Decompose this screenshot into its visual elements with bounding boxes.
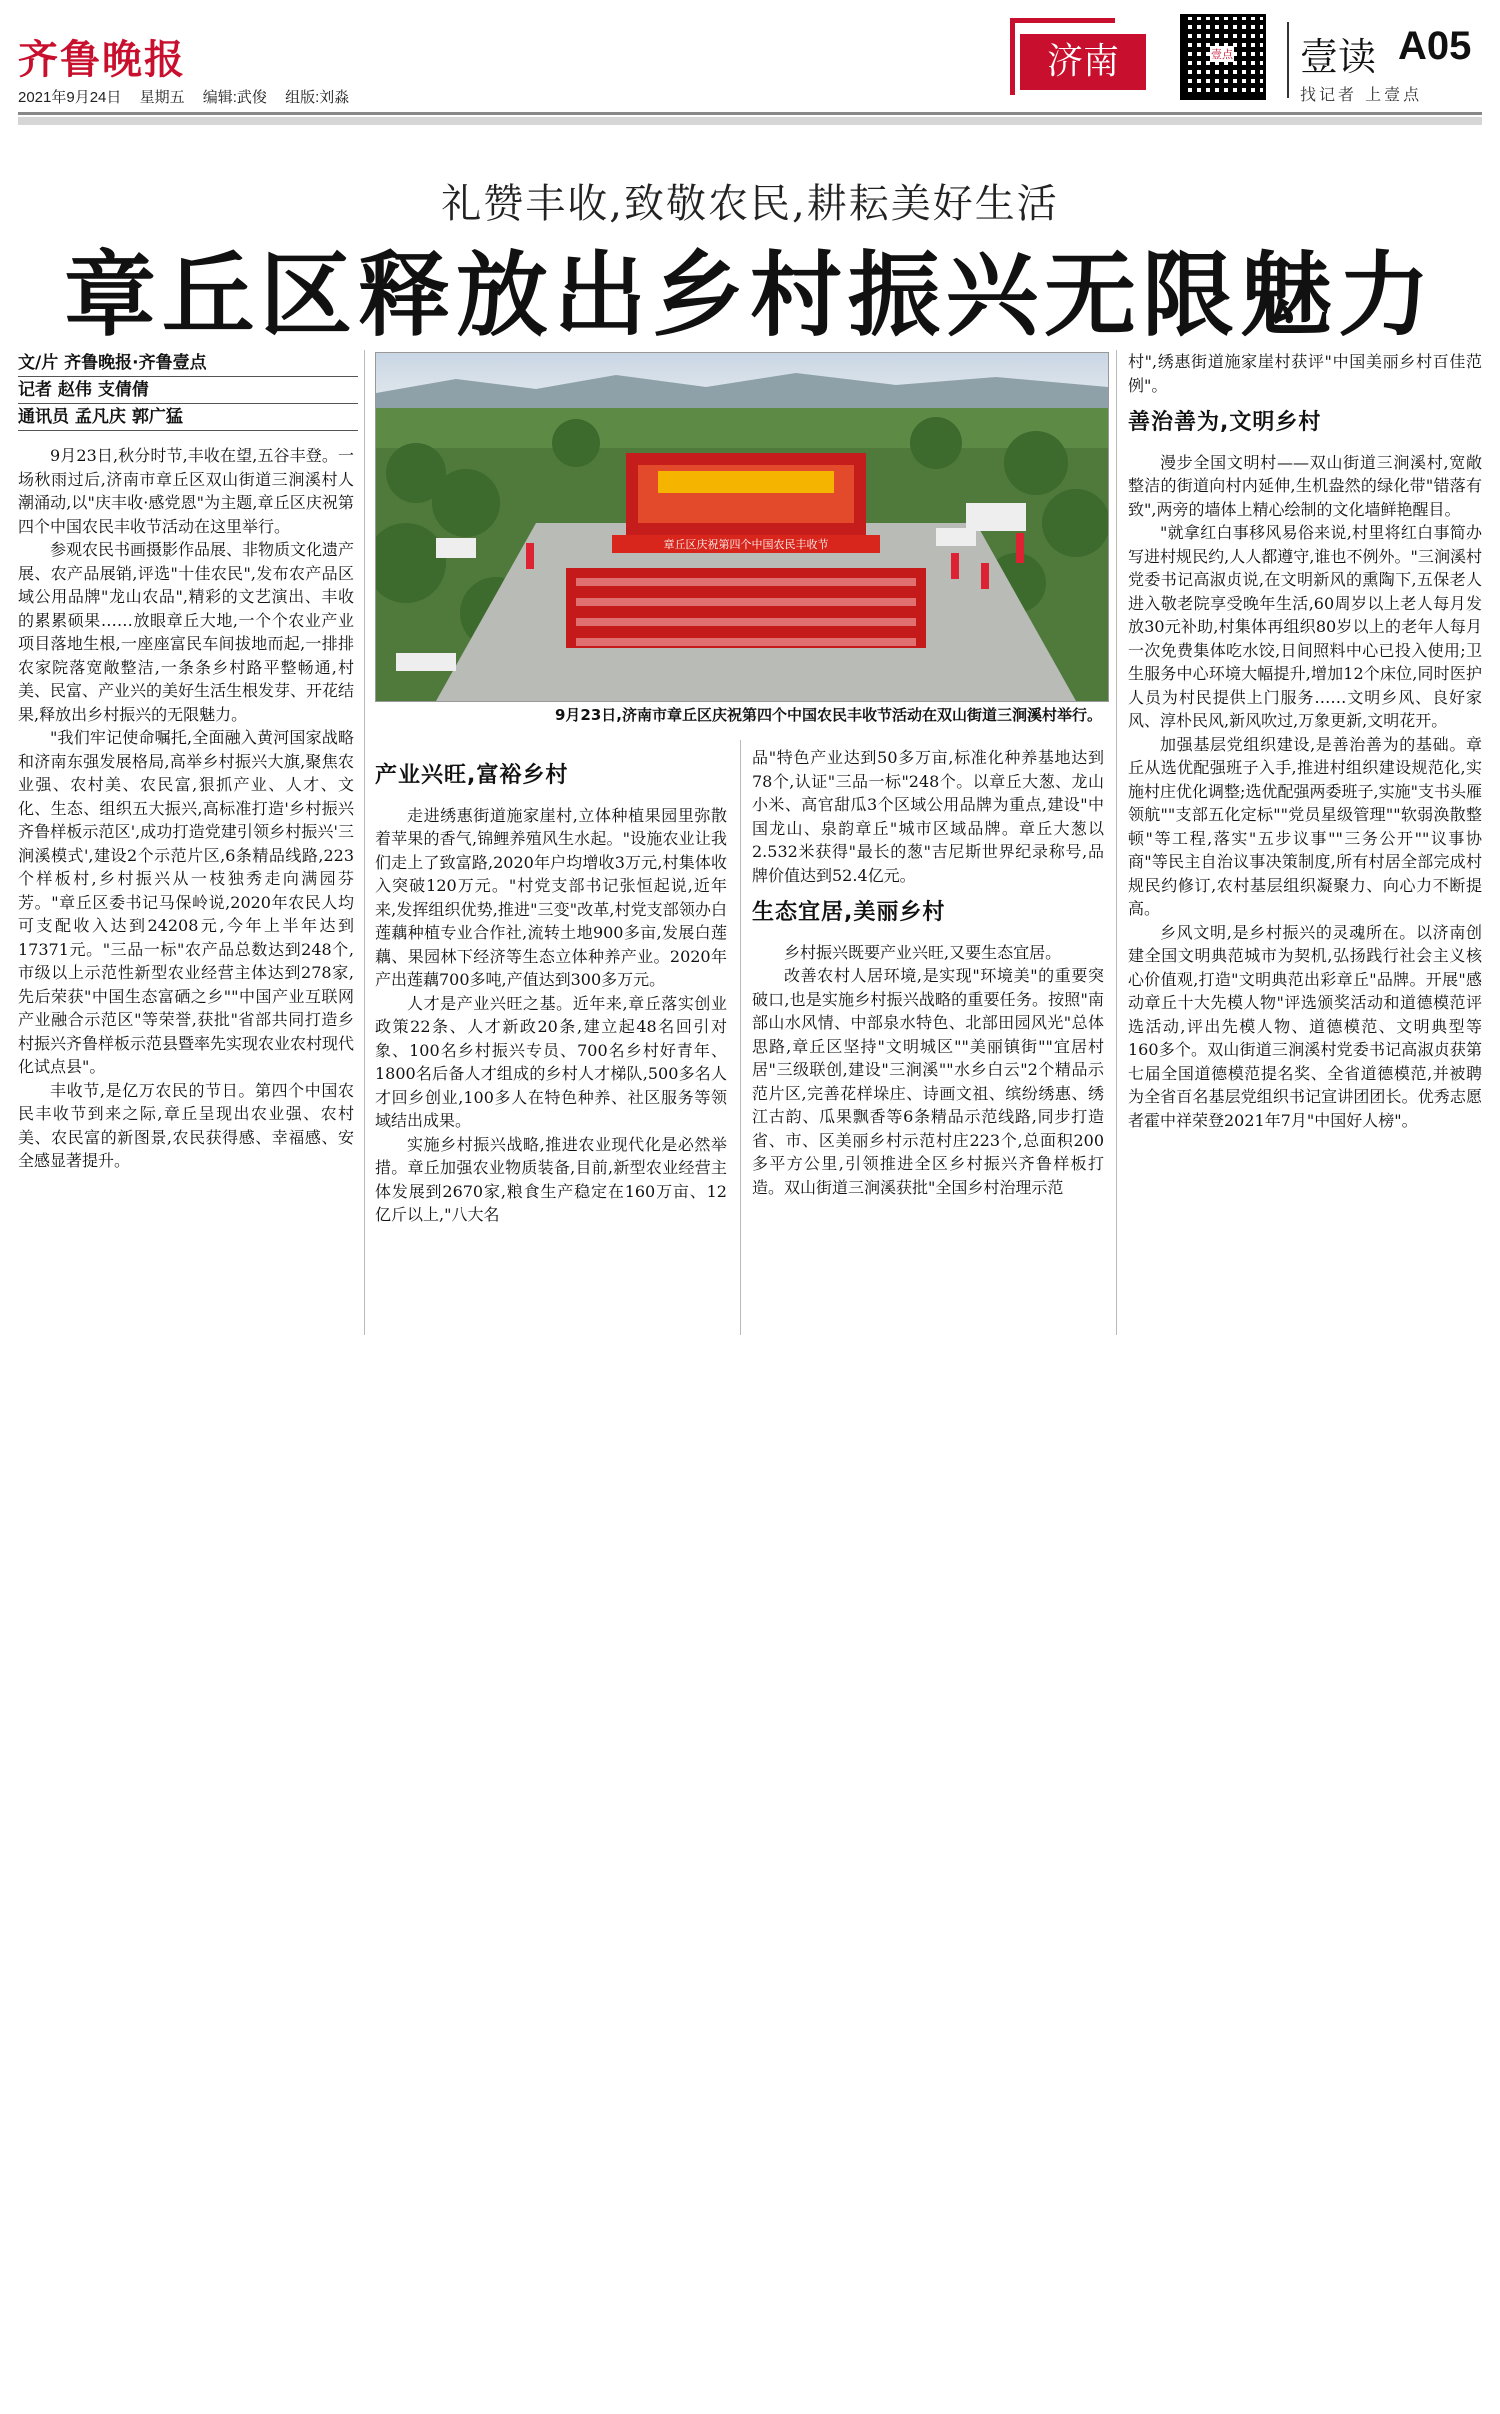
article-paragraph: 9月23日,秋分时节,丰收在望,五谷丰登。一场秋雨过后,济南市章丘区双山街道三涧溪村人潮涌动,以"庆丰收·感党恩"为主题,章丘区庆祝第四个中国农民丰收节活动在这里举行。 — [18, 446, 354, 536]
article-paragraph: "就拿红白事移风易俗来说,村里将红白事简办写进村规民约,人人都遵守,谁也不例外。"三涧溪村党委书记高淑贞说,在文明新风的熏陶下,五保老人进入敬老院享受晚年生活,60周岁以上老人每月发放30元补助,村集体再组织80岁以上的老年人每月一次免费集体吃水饺,日间照料中心已投入使用;卫生服务中心环境大幅提升,增加12个床位,同时医护人员为村民提供上门服务……文明乡风、良好家风、淳朴民风,新风吹过,万象更新,文明花开。 — [1128, 523, 1482, 730]
article-photo — [375, 352, 1109, 702]
article-column-4 — [1128, 350, 1482, 1132]
section-heading: 善治善为,文明乡村 — [1128, 410, 1322, 435]
byline-correspondents: 通讯员 孟凡庆 郭广猛 — [18, 404, 358, 431]
byline-reporters: 记者 赵伟 支倩倩 — [18, 377, 358, 404]
header-divider — [1287, 22, 1289, 98]
byline-source: 文/片 齐鲁晚报·齐鲁壹点 — [18, 350, 358, 377]
qr-code-label: 壹点 — [1211, 48, 1233, 61]
article-paragraph: 漫步全国文明村——双山街道三涧溪村,宽敞整洁的街道向村内延伸,生机盎然的绿化带"错落有致",两旁的墙体上精心绘制的文化墙鲜艳醒目。 — [1128, 452, 1482, 519]
article-paragraph: "我们牢记使命嘱托,全面融入黄河国家战略和济南东强发展格局,高举乡村振兴大旗,聚焦农业强、农村美、农民富,狠抓产业、人才、文化、生态、组织五大振兴,高标准打造'乡村振兴齐鲁样板示范区',成功打造党建引领乡村振兴'三涧溪模式',建设2个示范片区,6条精品线路,223个样板村,乡村振兴从一枝独秀走向满园芬芳。"章丘区委书记马保岭说,2020年农民人均可支配收入达到24208元,今年上半年达到17371元。"三品一标"农产品总数达到248个,市级以上示范性新型农业经营主体达到278家,先后荣获"中国生态富硒之乡""中国产业互联网产业融合示范区"等荣誉,获批"省部共同打造乡村振兴齐鲁样板示范县暨率先实现农业农村现代化试点县"。 — [18, 728, 355, 1076]
issue-date: 2021年9月24日 — [18, 89, 122, 106]
issue-weekday: 星期五 — [139, 89, 185, 106]
article-subtitle: 礼赞丰收,致敬农民,耕耘美好生活 — [441, 181, 1059, 227]
festival-scene-illustration — [376, 353, 1108, 701]
section-heading: 生态宜居,美丽乡村 — [752, 900, 946, 925]
section-tab: 济南 — [1020, 34, 1146, 90]
article-paragraph: 品"特色产业达到50多万亩,标准化种养基地达到78个,认证"三品一标"248个。以章丘大葱、龙山小米、高官甜瓜3个区域公用品牌为重点,建设"中国龙山、泉韵章丘"城市区域品牌。章丘大葱以2.532米获得"最长的葱"吉尼斯世界纪录称号,品牌价值达到52.4亿元。 — [752, 748, 1104, 885]
article-paragraph: 加强基层党组织建设,是善治善为的基础。章丘从选优配强班子入手,推进村组织建设规范化,实施村庄优化调整;选优配强两委班子,实施"支书头雁领航""支部五化定标""党员星级管理""软弱涣散整顿"等工程,落实"五步议事""三务公开""议事协商"等民主自治议事决策制度,所有村居全部完成村规民约修订,农村基层组织凝聚力、向心力不断提高。 — [1128, 734, 1482, 918]
newspaper-logo: 齐鲁晚报 — [18, 36, 186, 83]
article-headline: 章丘区释放出乡村振兴无限魅力 — [63, 242, 1436, 349]
column-rule — [1116, 350, 1117, 1335]
page-number: A05 — [1398, 24, 1472, 68]
byline — [18, 350, 358, 431]
section-name: 壹读 — [1300, 35, 1377, 79]
photo-caption: 9月23日,济南市章丘区庆祝第四个中国农民丰收节活动在双山街道三涧溪村举行。 — [554, 706, 1102, 724]
column-rule — [740, 740, 741, 1335]
article-paragraph: 改善农村人居环境,是实现"环境美"的重要突破口,也是实施乡村振兴战略的重要任务。按照"南部山水风情、中部泉水特色、北部田园风光"总体思路,章丘区坚持"文明城区""美丽镇街""宜居村居"三级联创,建设"三涧溪""水乡白云"2个精品示范片区,完善花样垛庄、诗画文祖、缤纷绣惠、绣江古韵、瓜果飘香等6条精品示范线路,同步打造省、市、区美丽乡村示范村庄223个,总面积200多平方公里,引领推进全区乡村振兴齐鲁样板打造。双山街道三涧溪获批"全国乡村治理示范 — [752, 966, 1104, 1197]
header-band — [18, 117, 1482, 125]
article-paragraph: 村",绣惠街道施家崖村获评"中国美丽乡村百佳范例"。 — [1128, 352, 1482, 395]
article-paragraph: 人才是产业兴旺之基。近年来,章丘落实创业政策22条、人才新政20条,建立起48名回引对象、100名乡村振兴专员、700名乡村好青年、1800名后备人才组成的乡村人才梯队,500多名人才回乡创业,100多人在特色种养、社区服务等领域结出成果。 — [375, 993, 727, 1130]
column-rule — [364, 350, 365, 1335]
issue-layout: 组版:刘淼 — [285, 89, 350, 106]
article-column-1 — [18, 444, 354, 1173]
article-column-3 — [752, 746, 1104, 1199]
stage-banner-text: 章丘区庆祝第四个中国农民丰收节 — [663, 538, 829, 551]
article-paragraph: 乡风文明,是乡村振兴的灵魂所在。以济南创建全国文明典范城市为契机,弘扬践行社会主义核心价值观,打造"文明典范出彩章丘"品牌。开展"感动章丘十大先模人物"评选颁奖活动和道德模范评选活动,评出先模人物、道德模范、文明典型等160多个。双山街道三涧溪村党委书记高淑贞获第七届全国道德模范提名奖、全省道德模范,并被聘为全省百名基层党组织书记宣讲团团长。优秀志愿者霍中祥荣登2021年7月"中国好人榜"。 — [1128, 922, 1482, 1130]
issue-editor: 编辑:武俊 — [202, 89, 267, 106]
article-column-2 — [375, 750, 727, 1227]
article-paragraph: 实施乡村振兴战略,推进农业现代化是必然举措。章丘加强农业物质装备,目前,新型农业经营主体发展到2670家,粮食生产稳定在160万亩、12亿斤以上,"八大名 — [375, 1134, 727, 1224]
article-paragraph: 参观农民书画摄影作品展、非物质文化遗产展、农产品展销,评选"十佳农民",发布农产品区域公用品牌"龙山农品",精彩的文艺演出、丰收的累累硕果……放眼章丘大地,一个个农业产业项目落地生根,一座座富民车间拔地而起,一排排农家院落宽敞整洁,一条条乡村路平整畅通,村美、民富、产业兴的美好生活生根发芽、开花结果,释放出乡村振兴的无限魅力。 — [18, 540, 355, 724]
article-paragraph: 乡村振兴既要产业兴旺,又要生态宜居。 — [784, 942, 1062, 962]
section-tagline: 找记者 上壹点 — [1300, 85, 1423, 104]
issue-meta — [18, 86, 363, 107]
article-paragraph: 走进绣惠街道施家崖村,立体种植果园里弥散着苹果的香气,锦鲤养殖风生水起。"设施农业让我们走上了致富路,2020年户均增收3万元,村集体收入突破120万元。"村党支部书记张恒起说,近年来,发挥组织优势,推进"三变"改革,村党支部领办白莲藕种植专业合作社,流转土地900多亩,发展白莲藕、果园林下经济等生态立体种养产业。2020年产出莲藕700多吨,产值达到300多万元。 — [375, 805, 727, 989]
section-heading: 产业兴旺,富裕乡村 — [375, 763, 569, 788]
article-paragraph: 丰收节,是亿万农民的节日。第四个中国农民丰收节到来之际,章丘呈现出农业强、农村美、农民富的新图景,农民获得感、幸福感、安全感显著提升。 — [18, 1080, 354, 1170]
header-rule — [18, 112, 1482, 115]
